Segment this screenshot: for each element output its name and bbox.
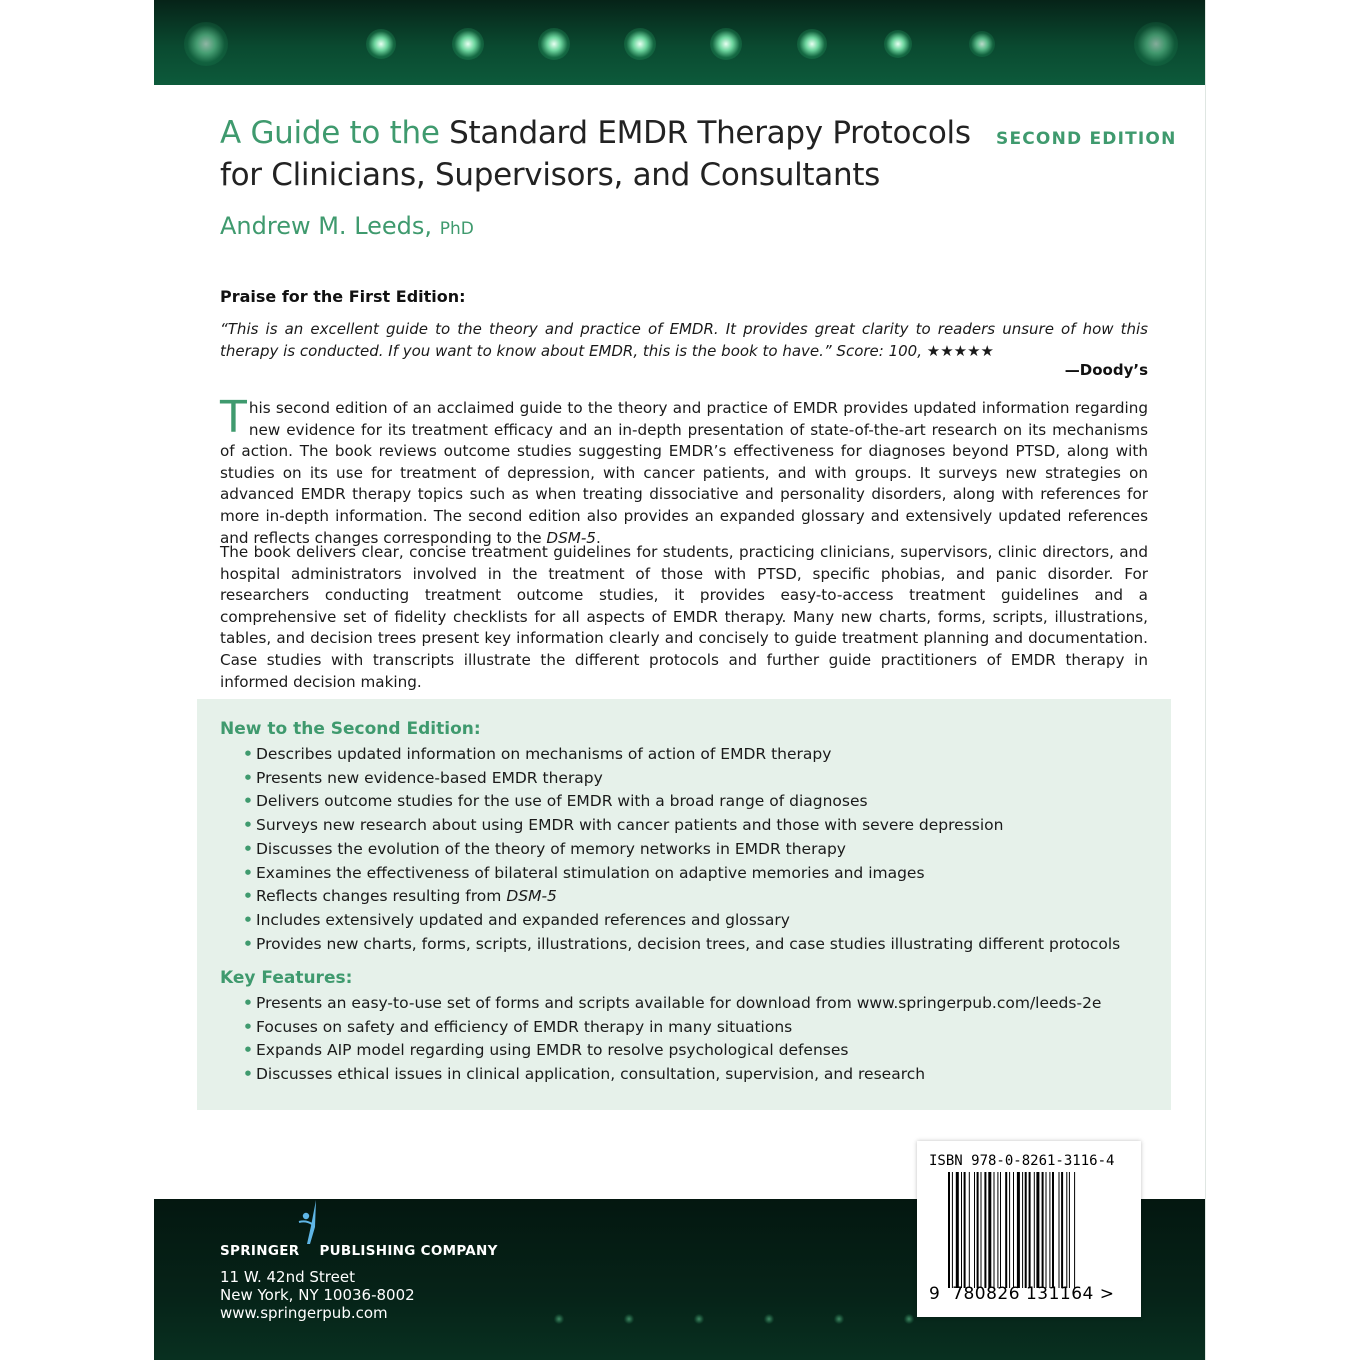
barcode-digits: [929, 1284, 1115, 1304]
barcode-bar: [1049, 1172, 1050, 1288]
publisher-website: www.springerpub.com: [220, 1304, 388, 1322]
barcode-bar: [1042, 1172, 1044, 1288]
barcode-bar: [964, 1172, 966, 1288]
publisher-name-left: SPRINGER: [220, 1243, 300, 1259]
barcode-bar: [1059, 1172, 1060, 1288]
barcode-bar: [977, 1172, 979, 1288]
faint-dot: [624, 1314, 634, 1324]
list-item: [243, 767, 1120, 791]
author-degree: PhD: [439, 219, 474, 239]
description-paragraph-1: [220, 392, 1148, 549]
bullet-icon: •: [243, 792, 253, 811]
barcode-first-digit: 9: [929, 1284, 941, 1304]
author-full-name: Andrew M. Leeds,: [220, 212, 433, 240]
list-item: [243, 743, 1120, 767]
barcode-bar: [1036, 1172, 1039, 1288]
key-features-heading: Key Features:: [220, 968, 353, 988]
drop-cap: T: [220, 392, 247, 443]
list-item: [243, 838, 1120, 862]
dsm-title: DSM-5: [506, 887, 557, 906]
faint-dot: [694, 1314, 704, 1324]
barcode-bars: [948, 1172, 1114, 1288]
list-item: [243, 790, 1120, 814]
bullet-icon: •: [243, 910, 253, 929]
publisher-logo: [220, 1200, 520, 1260]
barcode-bar: [1000, 1172, 1001, 1288]
barcode-bar: [1069, 1172, 1070, 1288]
list-item-text: Focuses on safety and efficiency of EMDR therapy in many situations: [256, 1017, 793, 1036]
glow-dot: [366, 29, 396, 59]
list-item: [243, 992, 1101, 1016]
glow-dot: [710, 28, 742, 60]
key-features-list: [243, 992, 1101, 1087]
list-item: [243, 814, 1120, 838]
barcode-bar: [1022, 1172, 1023, 1288]
publisher-address: [220, 1268, 415, 1322]
new-edition-list: [243, 743, 1120, 956]
isbn-barcode: [917, 1141, 1141, 1317]
top-decorative-band: [154, 0, 1205, 85]
barcode-bar: [1013, 1172, 1014, 1288]
new-edition-heading: New to the Second Edition:: [220, 719, 481, 739]
barcode-bar: [1074, 1172, 1075, 1288]
list-item-text: Presents an easy-to-use set of forms and scripts available for download from www.springerpub.com/leeds-2e: [256, 994, 1102, 1012]
list-item: [243, 1063, 1101, 1087]
publisher-name-right: PUBLISHING COMPANY: [319, 1243, 498, 1259]
bullet-icon: •: [243, 1041, 253, 1060]
bullet-icon: •: [243, 994, 253, 1012]
list-item-text: Expands AIP model regarding using EMDR to resolve psychological defenses: [256, 1041, 849, 1060]
barcode-bar: [1052, 1172, 1054, 1288]
barcode-main-digits: 780826 131164: [952, 1284, 1094, 1304]
barcode-bar: [981, 1172, 982, 1288]
barcode-bar: [1029, 1172, 1031, 1288]
bullet-icon: •: [243, 745, 253, 763]
list-item-text: Includes extensively updated and expanded references and glossary: [256, 910, 790, 929]
barcode-bar: [1017, 1172, 1020, 1288]
review-quote: “This is an excellent guide to the theory and practice of EMDR. It provides great clarity to readers unsure of how this therapy is conducted. If you want to know about EMDR, this is the book to have.” Score: 100, ★★★★★: [220, 320, 1148, 360]
glow-dot: [624, 28, 656, 60]
title-line-2: for Clinicians, Supervisors, and Consultants: [220, 157, 881, 193]
list-item: [243, 862, 1120, 886]
title-prefix: A Guide to the: [220, 115, 440, 151]
list-item: [243, 1016, 1101, 1040]
faint-dot: [764, 1314, 774, 1324]
barcode-bar: [1025, 1172, 1027, 1288]
barcode-bar: [1034, 1172, 1035, 1288]
list-item: [243, 885, 1120, 909]
glow-dot: [538, 28, 570, 60]
praise-heading: Praise for the First Edition:: [220, 287, 466, 306]
list-item-text: Presents new evidence-based EMDR therapy: [256, 768, 603, 787]
paragraph-1-end: .: [595, 528, 601, 547]
address-city: New York, NY 10036-8002: [220, 1286, 415, 1304]
glow-dot: [969, 31, 995, 57]
faint-dot: [834, 1314, 844, 1324]
barcode-bar: [952, 1172, 953, 1288]
barcode-bar: [1009, 1172, 1010, 1288]
description-paragraph-2: The book delivers clear, concise treatment guidelines for students, practicing clinicians, supervisors, clinic directors, and hospital administrators involved in the treatment of those with PTSD, specific phobias, and panic disorder. For researchers conducting treatment outcome studies, it provides easy-to-access treatment guidelines and a comprehensive set of fidelity checklists for all aspects of EMDR therapy. Many new charts, forms, scripts, illustrations, tables, and decision trees present key information clearly and concisely to guide treatment planning and documentation. Case studies with transcripts illustrate the different protocols and further guide practitioners of EMDR therapy in informed decision making.: [220, 543, 1148, 691]
barcode-bar: [961, 1172, 962, 1288]
faint-dot: [554, 1314, 564, 1324]
bullet-icon: •: [243, 887, 253, 906]
bullet-icon: •: [243, 816, 253, 835]
glow-dot: [452, 28, 484, 60]
barcode-bar: [956, 1172, 959, 1288]
barcode-bar: [988, 1172, 991, 1288]
list-item-text: Examines the effectiveness of bilateral stimulation on adaptive memories and images: [256, 863, 925, 882]
publisher-name: [220, 1243, 498, 1259]
springer-figure-icon: [295, 1200, 325, 1246]
barcode-bar: [1061, 1172, 1063, 1288]
dsm-title: DSM-5: [546, 528, 596, 547]
title-main: Standard EMDR Therapy Protocols: [449, 115, 971, 151]
bullet-icon: •: [243, 863, 253, 882]
barcode-bar: [1066, 1172, 1067, 1288]
features-box: [197, 699, 1171, 1110]
edition-label: SECOND EDITION: [996, 129, 1177, 149]
isbn-number: ISBN 978-0-8261-3116-4: [929, 1153, 1115, 1169]
book-title: [220, 112, 1150, 196]
list-item-text: Reflects changes resulting from: [256, 887, 507, 906]
barcode-bar: [1005, 1172, 1007, 1288]
list-item: [243, 909, 1120, 933]
author-name: [220, 212, 474, 240]
bullet-icon: •: [243, 839, 253, 858]
review-source: —Doody’s: [1064, 361, 1148, 379]
glow-dot: [884, 30, 912, 58]
faint-dot: [904, 1314, 914, 1324]
bullet-icon: •: [243, 1065, 253, 1084]
list-item-text: Discusses the evolution of the theory of memory networks in EMDR therapy: [256, 839, 846, 858]
list-item-text: Surveys new research about using EMDR with cancer patients and those with severe depression: [256, 816, 1004, 835]
barcode-bar: [994, 1172, 995, 1288]
paragraph-1-text: his second edition of an acclaimed guide to the theory and practice of EMDR provides updated information regarding new evidence for its treatment efficacy and an in-depth presentation of state-of-the-art research on its mechanisms of action. The book reviews outcome studies suggesting EMDR’s effectiveness for diagnoses beyond PTSD, along with studies on its use for treatment of depression, with cancer patients, and with groups. It surveys new strategies on advanced EMDR therapy topics such as when treating dissociative and personality disorders, along with references for more in-depth information. The second edition also provides an expanded glossary and extensively updated references and reflects changes corresponding to the: [220, 399, 1148, 547]
bullet-icon: •: [243, 768, 253, 787]
bullet-icon: •: [243, 1017, 253, 1036]
barcode-bar: [984, 1172, 986, 1288]
glow-dot: [1134, 22, 1178, 66]
glow-dot: [797, 29, 827, 59]
bullet-icon: •: [243, 934, 253, 953]
list-item: [243, 1039, 1101, 1063]
list-item-text: Delivers outcome studies for the use of EMDR with a broad range of diagnoses: [256, 792, 868, 811]
list-item-text: Provides new charts, forms, scripts, illustrations, decision trees, and case studies illustrating different protocols: [256, 934, 1121, 953]
barcode-bar: [948, 1172, 950, 1288]
book-back-cover: [154, 0, 1206, 1360]
barcode-bar: [997, 1172, 998, 1288]
address-street: 11 W. 42nd Street: [220, 1268, 355, 1286]
list-item-text: Describes updated information on mechanisms of action of EMDR therapy: [256, 745, 832, 763]
list-item-text: Discusses ethical issues in clinical application, consultation, supervision, and research: [256, 1065, 926, 1084]
glow-dot: [184, 22, 228, 66]
barcode-arrow: >: [1099, 1284, 1115, 1304]
barcode-bar: [974, 1172, 975, 1288]
list-item: [243, 933, 1120, 957]
barcode-bar: [1046, 1172, 1047, 1288]
barcode-bar: [969, 1172, 970, 1288]
